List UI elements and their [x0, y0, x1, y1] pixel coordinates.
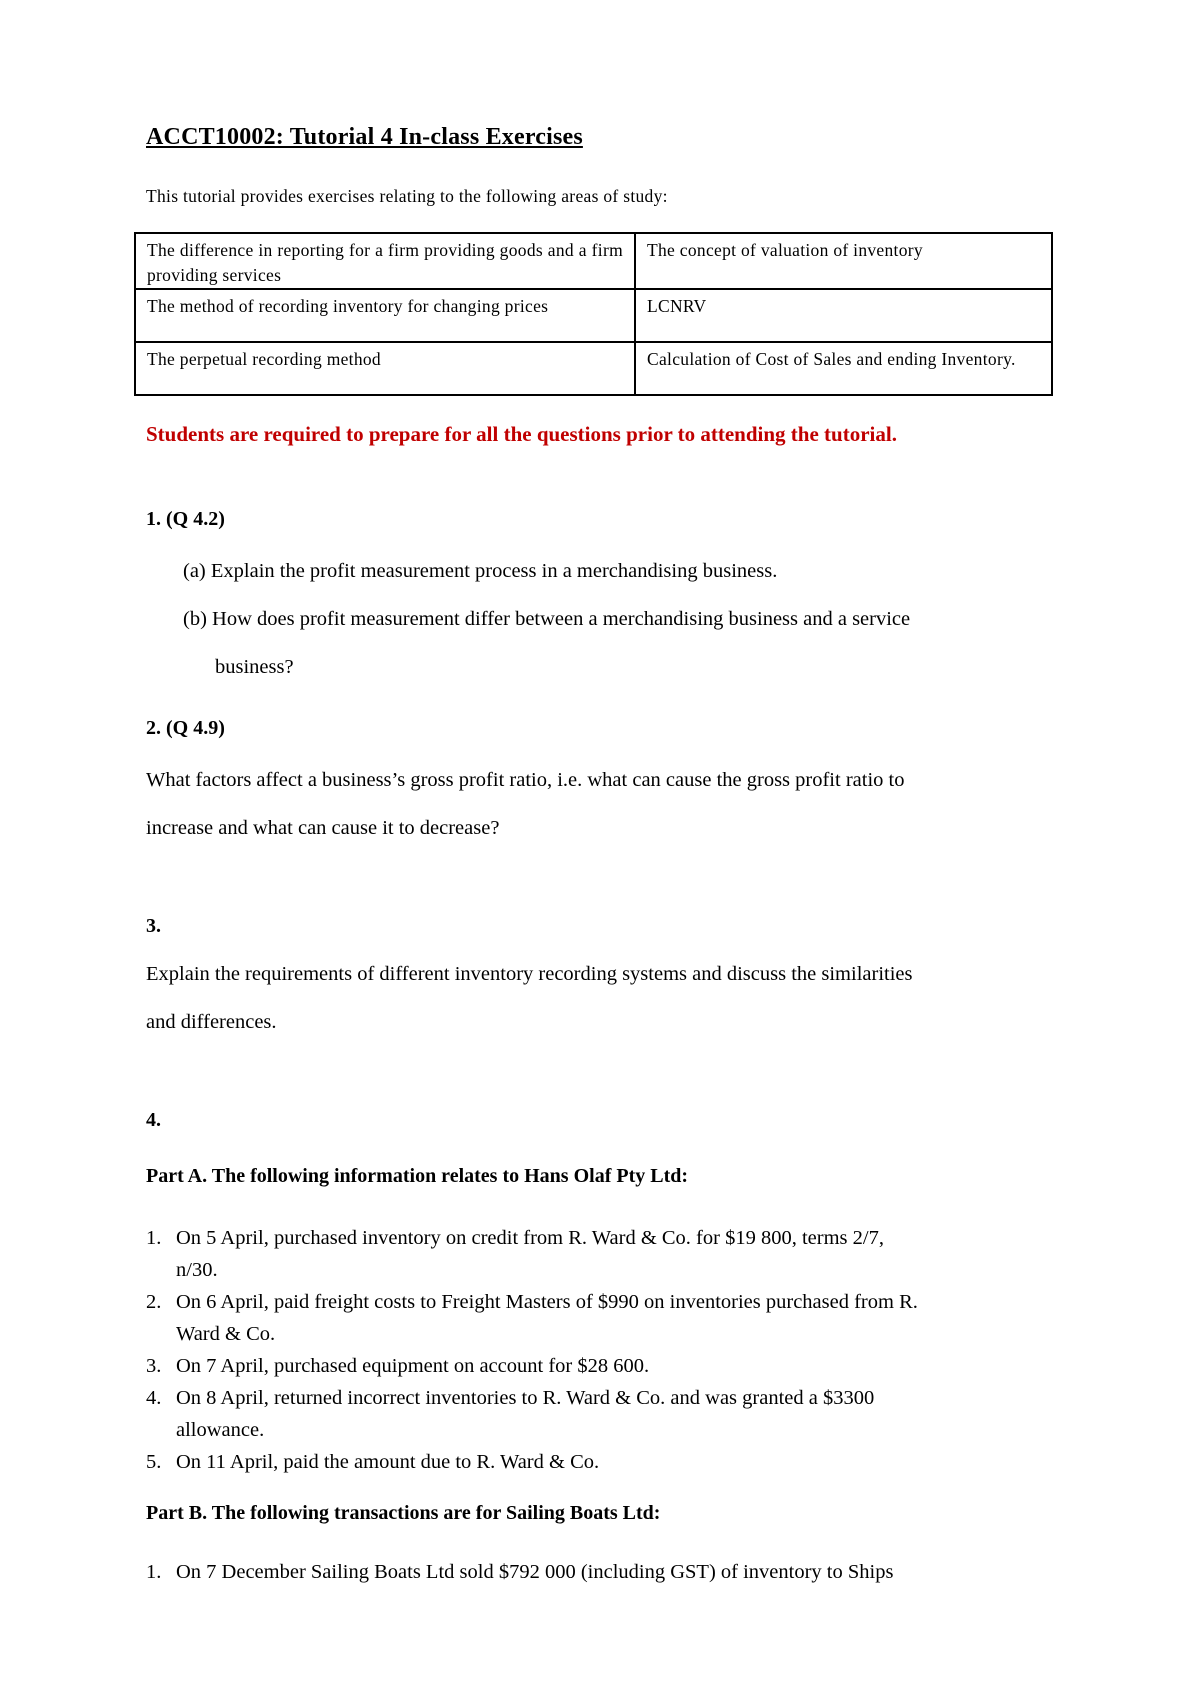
table-row [135, 233, 1052, 289]
table-cell: Calculation of Cost of Sales and ending Inventory. [635, 342, 1052, 395]
table-row [135, 342, 1052, 395]
part-b-list [146, 1556, 893, 1588]
list-item-text: On 6 April, paid freight costs to Freight Masters of $990 on inventories purchased from R. [176, 1291, 918, 1313]
list-item [146, 1350, 918, 1382]
preparation-notice: Students are required to prepare for all the questions prior to attending the tutorial. [146, 422, 897, 446]
list-item [146, 1446, 918, 1478]
question-2-heading: 2. (Q 4.9) [146, 717, 225, 739]
part-a-list [146, 1222, 918, 1478]
list-item-text: On 11 April, paid the amount due to R. Ward & Co. [176, 1451, 600, 1473]
question-4-heading: 4. [146, 1109, 161, 1131]
table-cell: The perpetual recording method [135, 342, 635, 395]
list-item-text: On 8 April, returned incorrect inventories to R. Ward & Co. and was granted a $3300 [176, 1387, 875, 1409]
table-cell: The concept of valuation of inventory [635, 233, 1052, 289]
list-item-number: 3. [146, 1355, 162, 1377]
part-a-heading: Part A. The following information relates to Hans Olaf Pty Ltd: [146, 1165, 689, 1187]
question-3-text: Explain the requirements of different inventory recording systems and discuss the similarities [146, 963, 913, 985]
document-title: ACCT10002: Tutorial 4 In-class Exercises [146, 124, 583, 150]
question-1-heading: 1. (Q 4.2) [146, 508, 225, 530]
list-item-number: 1. [146, 1561, 162, 1583]
part-b-heading: Part B. The following transactions are for Sailing Boats Ltd: [146, 1502, 661, 1524]
list-item-text: On 7 April, purchased equipment on account for $28 600. [176, 1355, 650, 1377]
table-cell: The method of recording inventory for changing prices [135, 289, 635, 342]
question-1-part-a: (a) Explain the profit measurement process in a merchandising business. [183, 560, 778, 582]
table-row [135, 289, 1052, 342]
list-item [146, 1382, 918, 1446]
question-1-part-b-continued: business? [215, 656, 294, 678]
list-item [146, 1556, 893, 1588]
intro-text: This tutorial provides exercises relating to the following areas of study: [146, 186, 668, 206]
list-item-number: 5. [146, 1451, 162, 1473]
list-item-text: On 5 April, purchased inventory on credit from R. Ward & Co. for $19 800, terms 2/7, [176, 1227, 884, 1249]
list-item-number: 1. [146, 1227, 162, 1249]
question-2-text-continued: increase and what can cause it to decrease? [146, 817, 500, 839]
list-item-text-continued: n/30. [176, 1259, 218, 1281]
table-cell: LCNRV [635, 289, 1052, 342]
question-2-text: What factors affect a business’s gross profit ratio, i.e. what can cause the gross profit ratio to [146, 769, 905, 791]
table-cell: The difference in reporting for a firm providing goods and a firm providing services [135, 233, 635, 289]
list-item-text-continued: Ward & Co. [176, 1323, 276, 1345]
question-3-heading: 3. [146, 915, 161, 937]
list-item [146, 1286, 918, 1350]
list-item [146, 1222, 918, 1286]
list-item-text-continued: allowance. [176, 1419, 265, 1441]
study-areas-table [134, 232, 1053, 396]
question-1-part-b: (b) How does profit measurement differ between a merchandising business and a service [183, 608, 911, 630]
question-3-text-continued: and differences. [146, 1011, 277, 1033]
list-item-number: 4. [146, 1387, 162, 1409]
list-item-number: 2. [146, 1291, 162, 1313]
list-item-text: On 7 December Sailing Boats Ltd sold $792 000 (including GST) of inventory to Ships [176, 1561, 894, 1583]
